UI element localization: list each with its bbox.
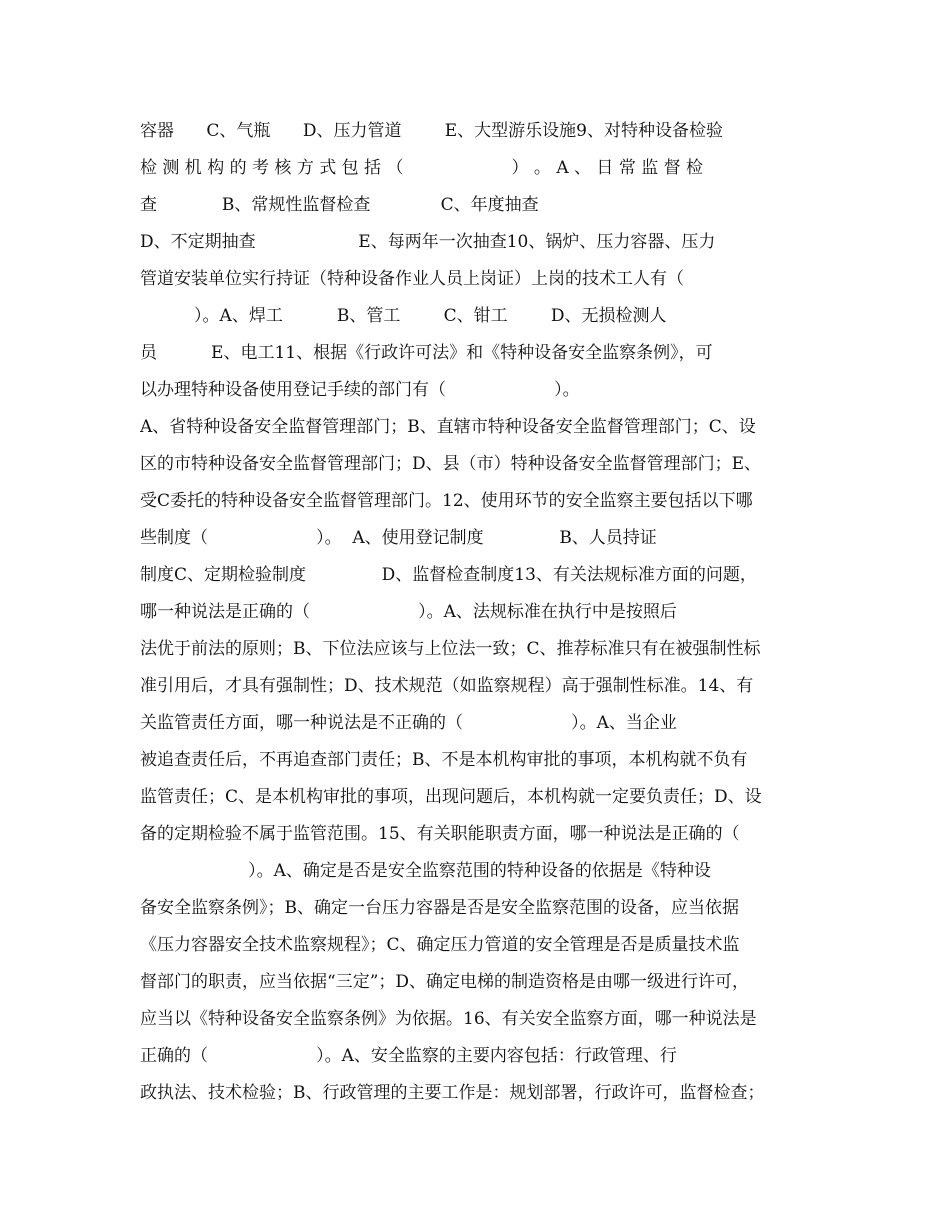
text-line: 以办理特种设备使用登记手续的部门有（ ）。: [140, 380, 580, 400]
text-line: 准引用后，才具有强制性；D、技术规范（如监察规程）高于强制性标准。14、有: [140, 676, 754, 696]
text-line: 被追查责任后，不再追查部门责任；B、不是本机构审批的事项，本机构就不负有: [140, 750, 748, 770]
text-line: 区的市特种设备安全监督管理部门；D、县（市）特种设备安全监督管理部门；E、: [140, 454, 762, 474]
text-line: 员 E、电工11、根据《行政许可法》和《特种设备安全监察条例》，可: [140, 343, 713, 363]
text-line: 《压力容器安全技术监察规程》；C、确定压力管道的安全管理是否是质量技术监: [140, 935, 740, 955]
text-line: ）。A、确定是否是安全监察范围的特种设备的依据是《特种设: [140, 861, 711, 881]
text-line: 备的定期检验不属于监管范围。15、有关职能职责方面，哪一种说法是正确的（: [140, 824, 740, 844]
text-line: 管道安装单位实行持证（特种设备作业人员上岗证）上岗的技术工人有（: [140, 269, 684, 289]
text-line: 些制度（ ）。 A、使用登记制度 B、人员持证: [140, 528, 657, 548]
text-line: D、不定期抽查 E、每两年一次抽查10、锅炉、压力容器、压力: [140, 232, 716, 252]
text-line: 法优于前法的原则；B、下位法应该与上位法一致；C、推荐标准只有在被强制性标: [140, 639, 761, 659]
text-line: 政执法、技术检验；B、行政管理的主要工作是：规划部署，行政许可，监督检查；: [140, 1083, 765, 1103]
text-line: 正确的（ ）。A、安全监察的主要内容包括：行政管理、行: [140, 1046, 677, 1066]
text-line: 查 B、常规性监督检查 C、年度抽查: [140, 195, 539, 215]
text-line: 哪一种说法是正确的（ ）。A、法规标准在执行中是按照后: [140, 602, 677, 622]
text-line: ）。A、焊工 B、管工 C、钳工 D、无损检测人: [140, 306, 667, 326]
text-line: 受C委托的特种设备安全监督管理部门。12、使用环节的安全监察主要包括以下哪: [140, 491, 753, 511]
text-line: 应当以《特种设备安全监察条例》为依据。16、有关安全监察方面，哪一种说法是: [140, 1009, 757, 1029]
text-line: 关监管责任方面，哪一种说法是不正确的（ ）。A、当企业: [140, 713, 677, 733]
text-line: 容器 C、气瓶 D、压力管道 E、大型游乐设施9、对特种设备检验: [140, 121, 723, 141]
text-line: A、省特种设备安全监督管理部门；B、直辖市特种设备安全监督管理部门；C、设: [140, 417, 756, 437]
text-line: 检 测 机 构 的 考 核 方 式 包 括 （ ） 。 A 、 日 常 监 督 检: [140, 158, 704, 178]
text-line: 督部门的职责，应当依据“三定”；D、确定电梯的制造资格是由哪一级进行许可，: [140, 972, 750, 992]
text-line: 监管责任；C、是本机构审批的事项，出现问题后，本机构就一定要负责任；D、设: [140, 787, 762, 807]
text-line: 备安全监察条例》；B、确定一台压力容器是否是安全监察范围的设备，应当依据: [140, 898, 739, 918]
text-line: 制度C、定期检验制度 D、监督检查制度13、有关法规标准方面的问题，: [140, 565, 757, 585]
document-body: [140, 113, 830, 1112]
